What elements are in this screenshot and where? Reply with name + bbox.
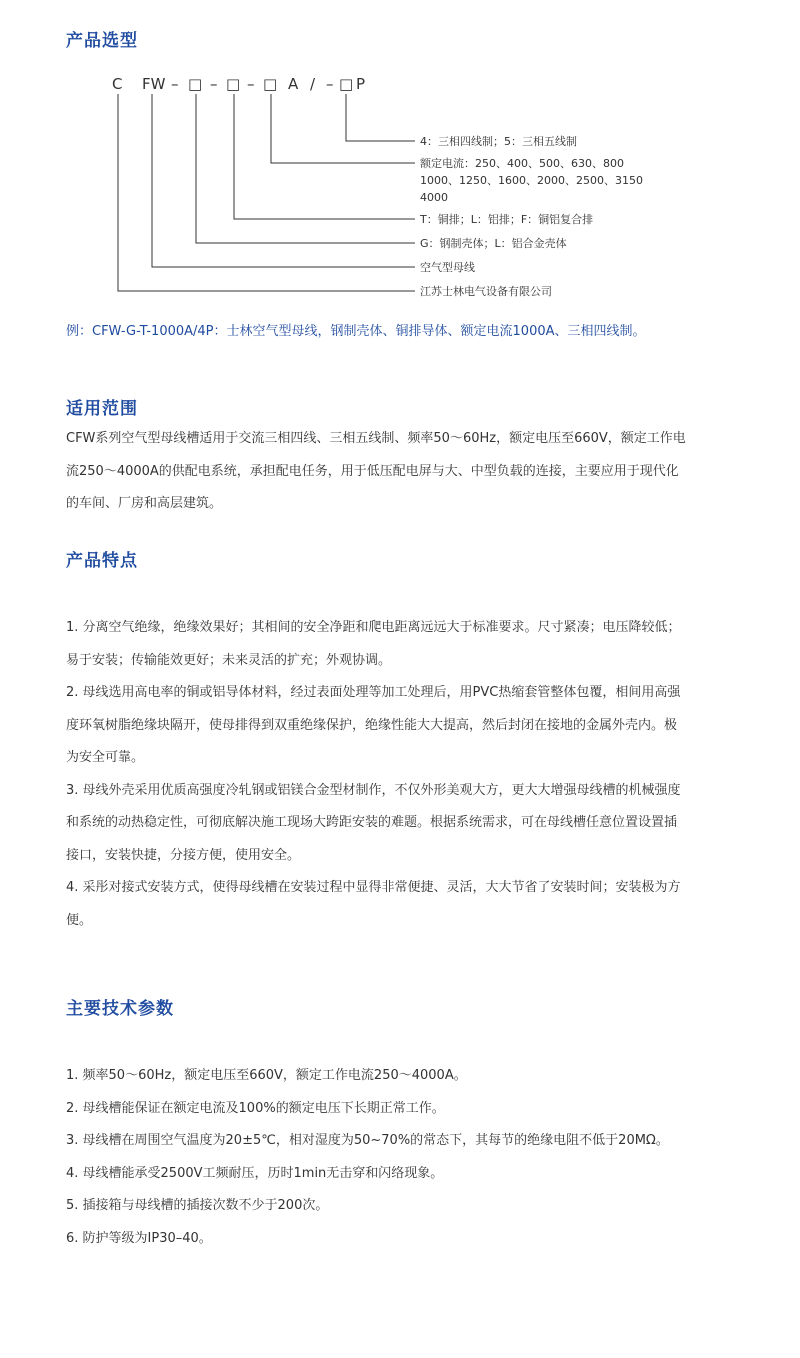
code-box-poles: □ xyxy=(339,75,354,93)
feature-item xyxy=(66,775,736,873)
feature-item xyxy=(66,677,736,775)
feature-line: 2. 母线选用高电率的铜或铝导体材料，经过表面处理等加工处理后，用PVC热缩套管整体包覆，相间用高强 xyxy=(66,685,681,700)
param-item: 1. 频率50～60Hz，额定电压至660V，额定工作电流250～4000A。 xyxy=(66,1068,467,1083)
section-title-scope: 适用范围 xyxy=(66,399,138,419)
feature-line: 和系统的动热稳定性，可彻底解决施工现场大跨距安装的难题。根据系统需求，可在母线槽任意位置设置插 xyxy=(66,815,678,830)
model-code-diagram xyxy=(100,68,660,300)
features-list xyxy=(66,612,736,937)
feature-line: 4. 采彤对接式安装方式，使得母线槽在安装过程中显得非常便捷、灵活，大大节省了安装时间；安装极为方 xyxy=(66,880,681,895)
code-p: P xyxy=(356,75,366,93)
scope-line: 流250～4000A的供配电系统，承担配电任务，用于低压配电屏与大、中型负载的连接，主要应用于现代化 xyxy=(66,463,679,479)
feature-line: 1. 分离空气绝缘，绝缘效果好；其相间的安全净距和爬电距离远远大于标准要求。尺寸紧凑；电压降较低； xyxy=(66,620,681,635)
leader-line-current xyxy=(271,94,415,163)
scope-paragraph xyxy=(66,423,736,521)
code-dash-2: – xyxy=(210,75,218,93)
scope-line: 的车间、厂房和高层建筑。 xyxy=(66,496,223,511)
feature-line: 3. 母线外壳采用优质高强度冷轧钢或铝镁合金型材制作，不仅外形美观大方，更大大增强母线槽的机械强度 xyxy=(66,782,681,798)
code-slash: / xyxy=(310,75,316,93)
param-item: 4. 母线槽能承受2500V工频耐压，历时1min无击穿和闪络现象。 xyxy=(66,1165,444,1181)
label-type: 空气型母线 xyxy=(420,261,475,274)
code-box-housing: □ xyxy=(188,75,203,93)
label-poles: 4：三相四线制；5：三相五线制 xyxy=(420,135,577,148)
feature-line: 度环氧树脂绝缘块隔开，使母排得到双重绝缘保护，绝缘性能大大提高，然后封闭在接地的金属外壳内。极 xyxy=(66,717,678,733)
param-item: 3. 母线槽在周围空气温度为20±5℃，相对湿度为50~70%的常态下，其每节的绝缘电阻不低于20MΩ。 xyxy=(66,1133,669,1148)
code-fw: FW xyxy=(142,75,166,93)
label-current-line-3: 4000 xyxy=(420,191,448,204)
label-housing: G：钢制壳体；L：铝合金壳体 xyxy=(420,237,567,250)
feature-item xyxy=(66,612,736,677)
param-item: 6. 防护等级为IP30–40。 xyxy=(66,1230,212,1246)
code-c: C xyxy=(112,75,123,93)
code-dash-4: – xyxy=(326,75,334,93)
feature-line: 为安全可靠。 xyxy=(66,750,145,765)
leader-line-conductor xyxy=(234,94,415,219)
label-company: 江苏士林电气设备有限公司 xyxy=(420,285,552,298)
section-title-selection: 产品选型 xyxy=(66,31,138,51)
label-conductor: T：铜排；L：铝排；F：铜铝复合排 xyxy=(420,213,594,226)
label-current-line-2: 1000、1250、1600、2000、2500、3150 xyxy=(420,174,643,187)
section-title-params: 主要技术参数 xyxy=(66,999,174,1019)
leader-line-company xyxy=(118,94,415,291)
leader-line-poles xyxy=(346,94,415,141)
code-a: A xyxy=(288,75,299,93)
code-box-conductor: □ xyxy=(226,75,241,93)
feature-line: 易于安装；传输能效更好；未来灵活的扩充；外观协调。 xyxy=(66,652,392,668)
scope-line: CFW系列空气型母线槽适用于交流三相四线、三相五线制、频率50～60Hz，额定电压至660V，额定工作电 xyxy=(66,431,686,446)
feature-item xyxy=(66,872,736,937)
leader-line-housing xyxy=(196,94,415,243)
model-example: 例：CFW-G-T-1000A/4P：士林空气型母线，钢制壳体、铜排导体、额定电流1000A、三相四线制。 xyxy=(66,324,646,339)
label-current-line-1: 额定电流：250、400、500、630、800 xyxy=(420,157,624,170)
section-title-features: 产品特点 xyxy=(66,551,138,571)
feature-line: 便。 xyxy=(66,912,93,928)
leader-line-type xyxy=(152,94,415,267)
code-dash-1: – xyxy=(171,75,179,93)
param-item: 5. 插接箱与母线槽的插接次数不少于200次。 xyxy=(66,1198,329,1213)
params-list xyxy=(66,1060,736,1255)
code-dash-3: – xyxy=(247,75,255,93)
param-item: 2. 母线槽能保证在额定电流及100%的额定电压下长期正常工作。 xyxy=(66,1100,445,1116)
feature-line: 接口，安装快捷，分接方便，使用安全。 xyxy=(66,847,301,863)
code-box-current: □ xyxy=(263,75,278,93)
